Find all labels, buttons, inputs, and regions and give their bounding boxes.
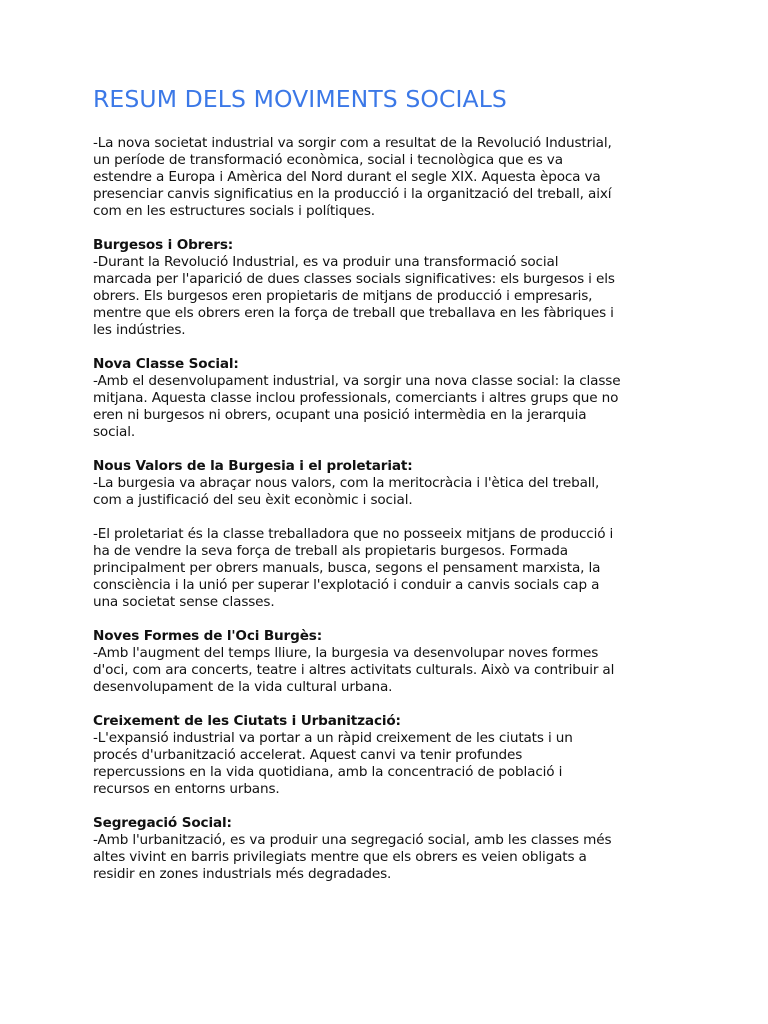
intro-paragraph: -La nova societat industrial va sorgir com a resultat de la Revolució Industrial, un període de transformació econòmica, social i tecnològica que es va estendre a Europa i Amèrica del Nord durant el segle XIX. Aquesta època va presenciar canvis significatius en la producció i la organització del treball, així com en les estructures socials i polítiques. — [93, 135, 612, 219]
section-body: -La burgesia va abraçar nous valors, com la meritocràcia i l'ètica del treball, com a justificació del seu èxit econòmic i social. — [93, 475, 600, 508]
document-page — [93, 84, 693, 883]
section-oci-burges — [93, 628, 693, 696]
section-body-proletariat: -El proletariat és la classe treballadora que no posseeix mitjans de producció i ha de vendre la seva força de treball als propietaris burgesos. Formada principalment per obrers manuals, busca, segons el pensament marxista, la consciència i la unió per superar l'explotació i conduir a canvis socials cap a una societat sense classes. — [93, 526, 614, 610]
section-heading: Nous Valors de la Burgesia i el proletariat: — [93, 458, 413, 474]
section-heading: Segregació Social: — [93, 815, 232, 831]
section-body: -L'expansió industrial va portar a un ràpid creixement de les ciutats i un procés d'urbanització accelerat. Aquest canvi va tenir profundes repercussions en la vida quotidiana, amb la concentració de població i recursos en entorns urbans. — [93, 730, 573, 797]
section-body: -Amb el desenvolupament industrial, va sorgir una nova classe social: la classe mitjana. Aquesta classe inclou professionals, comerciants i altres grups que no eren ni burgesos ni obrers, ocupant una posició intermèdia en la jerarquia social. — [93, 373, 621, 440]
spacer — [93, 798, 693, 815]
spacer — [93, 509, 693, 526]
spacer — [93, 441, 693, 458]
spacer — [93, 611, 693, 628]
section-segregacio-social — [93, 815, 693, 883]
section-body: -Amb l'augment del temps lliure, la burgesia va desenvolupar noves formes d'oci, com ara concerts, teatre i altres activitats culturals. Això va contribuir al desenvolupament de la vida cultural urbana. — [93, 645, 615, 695]
section-body: -Durant la Revolució Industrial, es va produir una transformació social marcada per l'aparició de dues classes socials significatives: els burgesos i els obrers. Els burgesos eren propietaris de mitjans de producció i empresaris, mentre que els obrers eren la força de treball que treballava en les fàbriques i les indústries. — [93, 254, 615, 338]
section-heading: Noves Formes de l'Oci Burgès: — [93, 628, 322, 644]
page-title: RESUM DELS MOVIMENTS SOCIALS — [93, 85, 507, 113]
spacer — [93, 220, 693, 237]
section-burgesos-obrers — [93, 237, 693, 339]
spacer — [93, 339, 693, 356]
section-heading: Nova Classe Social: — [93, 356, 239, 372]
section-body: -Amb l'urbanització, es va produir una segregació social, amb les classes més altes vivint en barris privilegiats mentre que els obrers es veien obligats a residir en zones industrials més degradades. — [93, 832, 612, 882]
section-nova-classe-social — [93, 356, 693, 441]
section-heading: Burgesos i Obrers: — [93, 237, 234, 253]
section-heading: Creixement de les Ciutats i Urbanització: — [93, 713, 401, 729]
spacer — [93, 696, 693, 713]
section-urbanitzacio — [93, 713, 693, 798]
section-nous-valors — [93, 458, 693, 611]
